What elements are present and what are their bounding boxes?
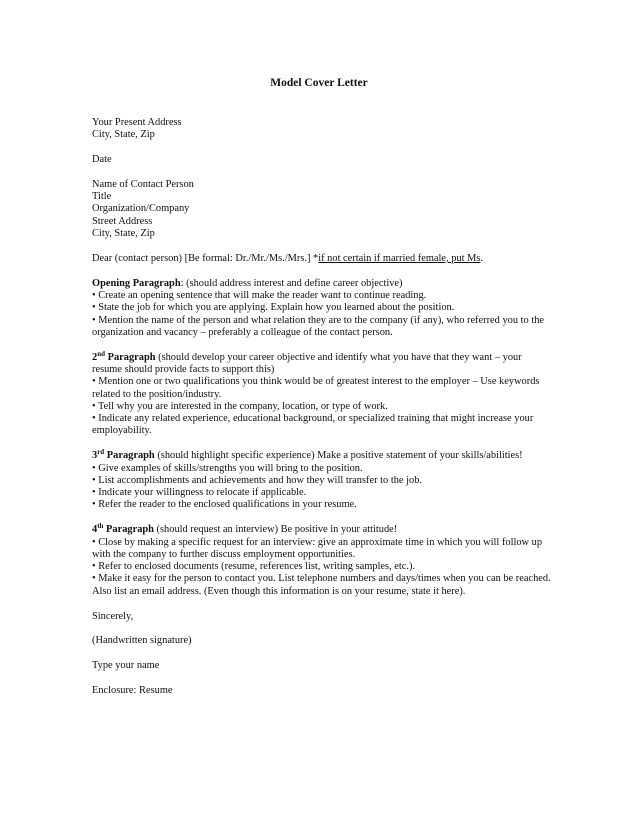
salutation-prefix: Dear (contact person) [Be formal: Dr./Mr./Ms./Mrs.] * <box>92 252 319 264</box>
opening-paragraph-description: : (should address interest and define career objective) <box>180 277 403 289</box>
list-item: • Indicate your willingness to relocate if applicable. <box>92 487 307 499</box>
third-paragraph-description: (should highlight specific experience) Make a positive statement of your skills/abilities! <box>154 450 523 462</box>
fourth-paragraph-number: 4 <box>92 524 98 536</box>
third-paragraph-intro <box>92 450 554 462</box>
salutation-suffix: . <box>480 252 483 264</box>
fourth-paragraph-label: Paragraph <box>103 524 154 536</box>
list-item: • Indicate any related experience, educational background, or specialized training that might increase your employability. <box>92 413 534 437</box>
date-block <box>92 154 554 166</box>
date-line: Date <box>92 154 112 166</box>
third-paragraph-number: 3 <box>92 450 98 462</box>
second-paragraph-number: 2 <box>92 351 98 363</box>
list-item: • Close by making a specific request for an interview: give an approximate time in which you will follow up with the company to further discuss employment opportunities. <box>92 536 543 560</box>
salutation <box>92 253 554 265</box>
list-item: • List accomplishments and achievements and how they will transfer to the job. <box>92 474 422 486</box>
list-item: • Make it easy for the person to contact you. List telephone numbers and days/times when you can be reached. Also list an email address. (Even though this information is on your resume, state it here). <box>92 573 551 597</box>
fourth-paragraph-ordinal: th <box>97 522 104 531</box>
recipient-street: Street Address <box>92 215 153 227</box>
recipient-title: Title <box>92 191 112 203</box>
closing-sincerely: Sincerely, <box>92 610 134 622</box>
opening-paragraph-heading: Opening Paragraph <box>92 277 181 289</box>
list-item: • Refer the reader to the enclosed qualifications in your resume. <box>92 499 357 511</box>
fourth-paragraph-heading <box>92 524 154 535</box>
fourth-paragraph <box>92 524 554 598</box>
second-paragraph-heading <box>92 349 156 363</box>
list-item: • Mention the name of the person and what relation they are to the company (if any), who referred you to the organization and vacancy – preferably a colleague of the contact person. <box>92 314 545 338</box>
second-paragraph-intro <box>92 349 554 377</box>
closing-signature: (Handwritten signature) <box>92 635 192 647</box>
third-paragraph <box>92 450 554 511</box>
list-item: • Mention one or two qualifications you think would be of greatest interest to the employer – Use keywords related to the position/industry. <box>92 376 540 400</box>
sender-city-state-zip: City, State, Zip <box>92 129 155 141</box>
list-item: • Give examples of skills/strengths you will bring to the position. <box>92 462 363 474</box>
third-paragraph-ordinal: rd <box>97 448 105 457</box>
sender-address <box>92 117 554 142</box>
closing-enclosure: Enclosure: Resume <box>92 684 173 696</box>
third-paragraph-label: Paragraph <box>104 450 155 462</box>
fourth-paragraph-intro <box>92 524 554 536</box>
fourth-paragraph-description: (should request an interview) Be positive in your attitude! <box>153 524 398 536</box>
salutation-underlined-note: if not certain if married female, put Ms <box>318 252 481 264</box>
letter-body <box>92 117 554 710</box>
list-item: • Create an opening sentence that will make the reader want to continue reading. <box>92 289 427 301</box>
second-paragraph-label: Paragraph <box>105 351 156 363</box>
list-item: • Tell why you are interested in the company, location, or type of work. <box>92 400 388 412</box>
second-paragraph-description: (should develop your career objective and identify what you have that they want – your resume should provide facts to support this) <box>92 351 522 375</box>
second-paragraph <box>92 349 554 438</box>
recipient-contact-person: Name of Contact Person <box>92 178 194 190</box>
recipient-organization: Organization/Company <box>92 203 190 215</box>
opening-paragraph-intro <box>92 278 554 290</box>
recipient-city-state-zip: City, State, Zip <box>92 228 155 240</box>
list-item: • Refer to enclosed documents (resume, references list, writing samples, etc.). <box>92 561 416 573</box>
page-title: Model Cover Letter <box>270 77 368 89</box>
third-paragraph-heading <box>92 450 155 461</box>
list-item: • State the job for which you are applying. Explain how you learned about the position. <box>92 302 455 314</box>
sender-address-line: Your Present Address <box>92 117 182 128</box>
closing-typed-name: Type your name <box>92 660 160 672</box>
recipient-address <box>92 179 554 240</box>
second-paragraph-ordinal: nd <box>97 349 105 358</box>
opening-paragraph <box>92 278 554 339</box>
